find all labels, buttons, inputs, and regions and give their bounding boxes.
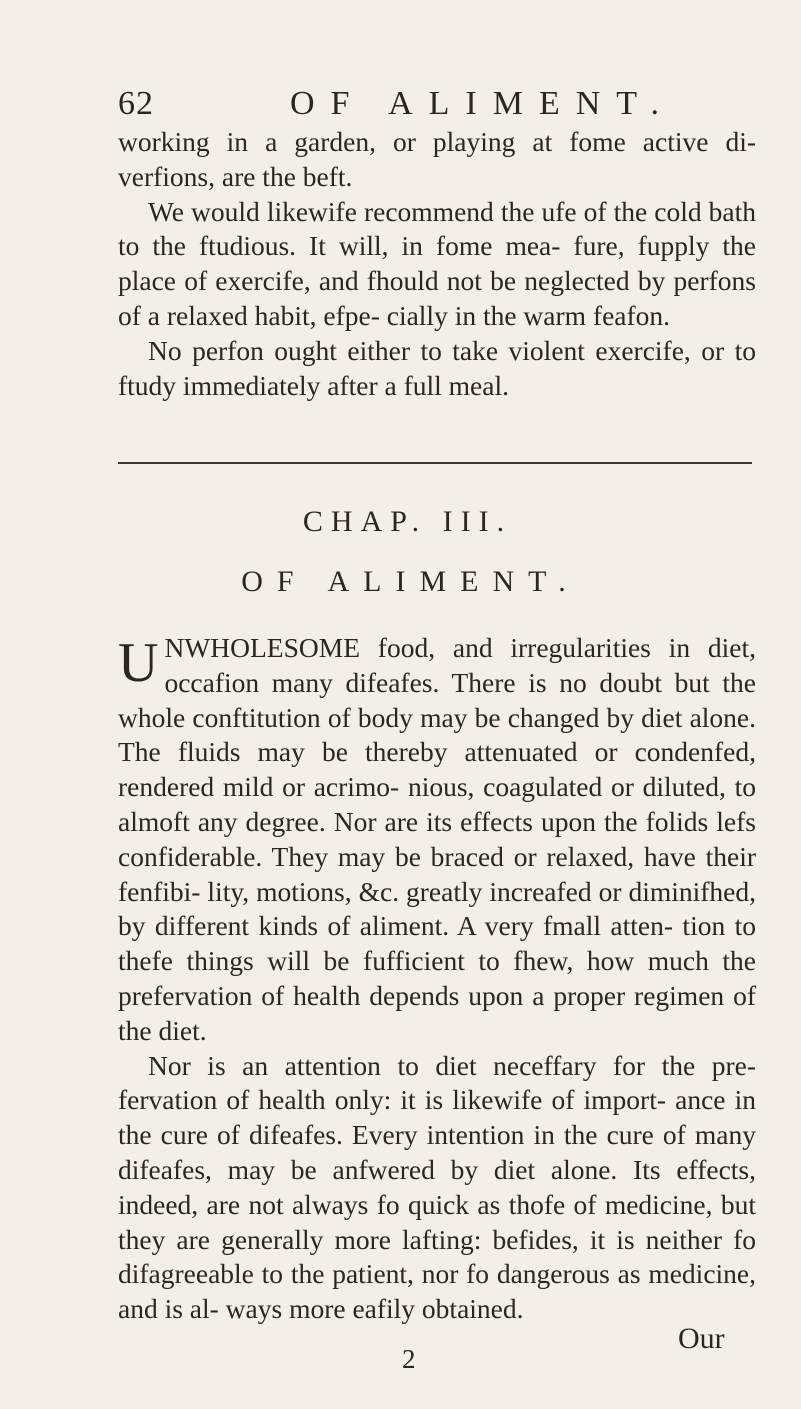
section-divider [118,462,752,464]
catchword: Our [678,1322,725,1355]
paragraph: No perfon ought either to take violent exercife, or to ftudy immediately after a full meal. [118,334,756,401]
chapter-text-block [118,631,756,1327]
top-text-block [118,125,756,403]
page-number: 62 [118,85,154,122]
drop-cap: U [118,632,159,694]
chapter-number: CHAP. III. [302,505,513,538]
signature-mark: 2 [402,1344,416,1374]
paragraph: Nor is an attention to diet neceffary for the pre- fervation of health only: it is likewife of import- ance in the cure of difeafes. Every intention in the cure of many difeafes, may be anfwered by diet alone. Its effects, indeed, are not always fo quick as thofe of medicine, but they are generally more lafting: befides, it is neither fo difagreeable to the patient, nor fo dangerous as medicine, and is al- ways more eafily obtained. [118,1049,756,1325]
paragraph: We would likewife recommend the ufe of the cold bath to the ftudious. It will, in fome mea- fure, fupply the place of exercife, and fhould not be neglected by perfons of a relaxed habit, efpe- cially in the warm feafon. [118,195,756,331]
running-title: OF ALIMENT. [290,85,676,122]
running-head [118,82,758,126]
chapter-title: OF ALIMENT. [241,565,580,598]
paragraph: working in a garden, or playing at fome active di- verfions, are the beft. [118,126,756,192]
paragraph-text: NWHOLESOME food, and irregularities in diet, occafion many difeafes. There is no doubt but the whole conftitution of body may be changed by diet alone. The fluids may be thereby attenuated or condenfed, rendered mild or acrimo- nious, coagulated or diluted, to almoft any degree. Nor are its effects upon the folids lefs confiderable. They may be braced or relaxed, have their fenfibi- lity, motions, &c. greatly increafed or diminifhed, by different kinds of aliment. A very fmall atten- tion to thefe things will be fufficient to fhew, how much the prefervation of health depends upon a proper regimen of the diet. [118,632,756,1046]
paragraph [118,631,756,1049]
